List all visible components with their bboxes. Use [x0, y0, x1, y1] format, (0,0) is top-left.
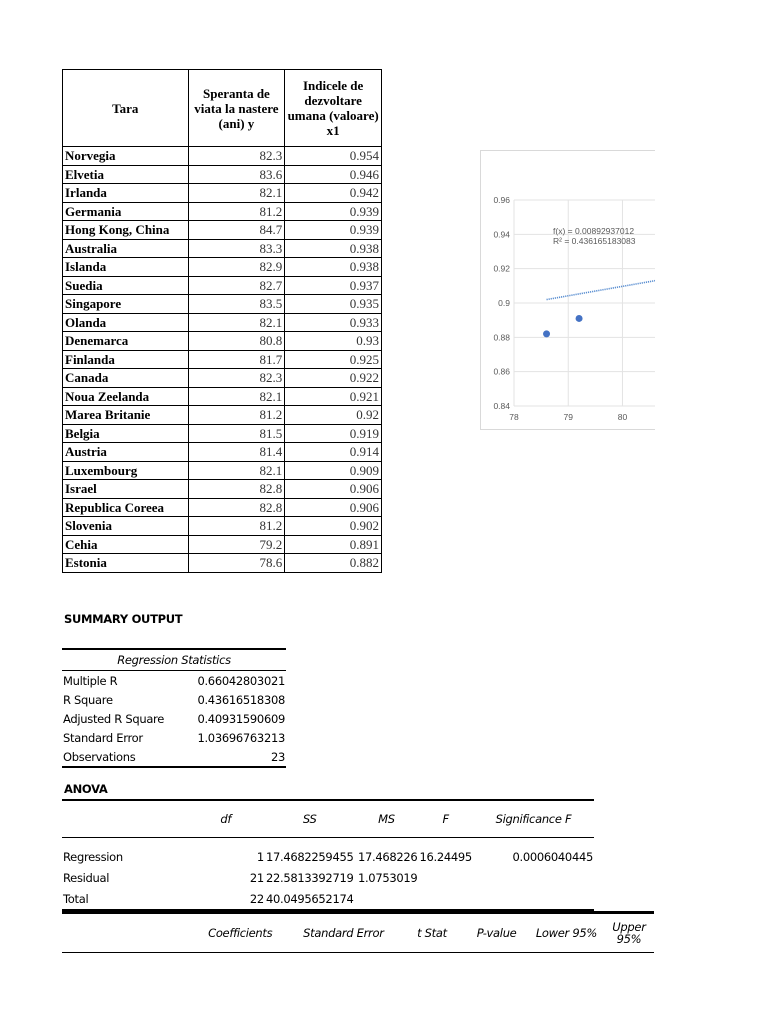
hdi-cell: 0.909 [285, 461, 382, 480]
stat-value: 1.03696763213 [197, 730, 285, 745]
country-cell: Noua Zeelanda [63, 387, 189, 406]
stat-value: 23 [182, 747, 286, 767]
anova-cell: 22.5813392719 [265, 870, 354, 885]
table-row [63, 424, 382, 443]
country-cell: Slovenia [63, 517, 189, 536]
anova-row-label: Regression [63, 849, 123, 864]
anova-header-cell [62, 800, 186, 838]
country-cell: Denemarca [63, 332, 189, 351]
country-cell: Germania [63, 202, 189, 221]
table-row [63, 480, 382, 499]
hdi-cell: 0.906 [285, 480, 382, 499]
stat-value: 0.66042803021 [197, 673, 285, 688]
table-row [63, 184, 382, 203]
table-row [63, 554, 382, 573]
table-row [62, 888, 594, 910]
life-expectancy-cell: 82.7 [188, 276, 285, 295]
anova-cell: 21 [249, 870, 264, 885]
hdi-cell: 0.933 [285, 313, 382, 332]
country-cell: Hong Kong, China [63, 221, 189, 240]
y-tick-label: 0.86 [493, 366, 510, 377]
stat-label: Adjusted R Square [63, 711, 165, 726]
country-cell: Olanda [63, 313, 189, 332]
coef-header-cell: t Stat [400, 913, 465, 953]
stat-value: 0.40931590609 [197, 711, 285, 726]
anova-cell: 1 [256, 849, 264, 864]
table-row [63, 258, 382, 277]
hdi-cell: 0.946 [285, 165, 382, 184]
stat-label: Standard Error [63, 730, 143, 745]
life-expectancy-cell: 81.2 [188, 406, 285, 425]
table-row [63, 295, 382, 314]
hdi-cell: 0.942 [285, 184, 382, 203]
country-cell: Austria [63, 443, 189, 462]
data-point [576, 315, 583, 322]
stat-value: 0.43616518308 [197, 692, 285, 707]
header-life-expectancy: Speranta de viata la nastere (ani) y [188, 70, 285, 147]
coef-header-cell: Upper 95% [604, 913, 654, 953]
anova-cell: 0.0006040445 [512, 849, 593, 864]
hdi-cell: 0.937 [285, 276, 382, 295]
anova-cell [473, 888, 594, 910]
anova-cell [418, 867, 472, 888]
y-tick-label: 0.9 [498, 298, 510, 308]
coefficients-table [62, 911, 654, 953]
y-tick-label: 0.92 [493, 263, 510, 274]
country-cell: Marea Britanie [63, 406, 189, 425]
anova-table [62, 799, 594, 911]
life-expectancy-cell: 82.8 [188, 498, 285, 517]
anova-cell [473, 867, 594, 888]
country-cell: Estonia [63, 554, 189, 573]
stat-label: Observations [62, 747, 182, 767]
anova-cell: 22 [186, 888, 264, 910]
country-cell: Australia [63, 239, 189, 258]
country-cell: Irlanda [63, 184, 189, 203]
regression-statistics-table [62, 648, 286, 768]
life-expectancy-cell: 82.1 [188, 387, 285, 406]
life-expectancy-cell: 82.1 [188, 184, 285, 203]
table-row [62, 747, 286, 767]
anova-header-cell: Significance F [473, 800, 594, 838]
anova-header-cell: F [418, 800, 472, 838]
life-expectancy-cell: 79.2 [188, 535, 285, 554]
life-expectancy-cell: 82.9 [188, 258, 285, 277]
table-row [63, 498, 382, 517]
table-row [63, 202, 382, 221]
hdi-cell: 0.882 [285, 554, 382, 573]
table-row [62, 671, 286, 691]
hdi-cell: 0.906 [285, 498, 382, 517]
country-cell: Singapore [63, 295, 189, 314]
country-cell: Islanda [63, 258, 189, 277]
hdi-cell: 0.921 [285, 387, 382, 406]
country-cell: Suedia [63, 276, 189, 295]
life-expectancy-cell: 84.7 [188, 221, 285, 240]
coef-header-cell: P-value [464, 913, 529, 953]
anova-cell: 40.0495652174 [265, 888, 355, 910]
life-expectancy-cell: 81.2 [188, 202, 285, 221]
hdi-cell: 0.93 [285, 332, 382, 351]
life-expectancy-cell: 78.6 [188, 554, 285, 573]
table-row [63, 332, 382, 351]
coef-header-cell [62, 913, 193, 953]
table-row [62, 709, 286, 728]
table-row [62, 846, 594, 867]
coef-header-cell: Standard Error [287, 913, 400, 953]
life-expectancy-cell: 81.4 [188, 443, 285, 462]
table-row [63, 406, 382, 425]
header-hdi: Indicele de dezvoltare umana (valoare) x1 [285, 70, 382, 147]
hdi-cell: 0.919 [285, 424, 382, 443]
anova-row-label: Total [62, 888, 186, 910]
table-row [62, 728, 286, 747]
life-expectancy-cell: 83.6 [188, 165, 285, 184]
table-row [63, 387, 382, 406]
x-tick-label: 79 [563, 412, 573, 422]
anova-cell: 17.468226 [357, 849, 418, 864]
life-expectancy-cell: 82.1 [188, 313, 285, 332]
hdi-cell: 0.914 [285, 443, 382, 462]
header-row [63, 70, 382, 147]
hdi-cell: 0.954 [285, 147, 382, 166]
y-tick-label: 0.84 [493, 401, 510, 411]
hdi-cell: 0.938 [285, 239, 382, 258]
y-tick-label: 0.88 [493, 332, 510, 343]
hdi-cell: 0.925 [285, 350, 382, 369]
life-expectancy-cell: 81.7 [188, 350, 285, 369]
hdi-cell: 0.92 [285, 406, 382, 425]
table-row [63, 313, 382, 332]
data-point [543, 330, 550, 337]
life-expectancy-cell: 82.3 [188, 147, 285, 166]
stat-label: R Square [63, 692, 113, 707]
x-tick-label: 80 [617, 412, 628, 422]
y-tick-label: 0.96 [493, 195, 510, 205]
coef-header-cell: Lower 95% [529, 913, 604, 953]
hdi-cell: 0.939 [285, 202, 382, 221]
country-cell: Finlanda [63, 350, 189, 369]
life-expectancy-cell: 83.3 [188, 239, 285, 258]
hdi-cell: 0.902 [285, 517, 382, 536]
country-cell: Belgia [63, 424, 189, 443]
life-expectancy-cell: 83.5 [188, 295, 285, 314]
r-squared-label: R² = 0.436165183083 [553, 236, 636, 246]
header-country: Tara [63, 70, 189, 147]
table-row [63, 147, 382, 166]
x-tick-label: 78 [509, 412, 519, 422]
hdi-cell: 0.935 [285, 295, 382, 314]
country-cell: Norvegia [63, 147, 189, 166]
country-cell: Luxembourg [63, 461, 189, 480]
anova-header-cell: SS [265, 800, 355, 838]
country-cell: Israel [63, 480, 189, 499]
table-row [63, 535, 382, 554]
y-tick-label: 0.94 [493, 229, 510, 240]
table-row [63, 165, 382, 184]
hdi-cell: 0.891 [285, 535, 382, 554]
table-row [63, 443, 382, 462]
data-table [62, 69, 382, 573]
table-row [63, 276, 382, 295]
anova-cell: 16.24495 [419, 849, 472, 864]
coef-header-cell: Coefficients [193, 913, 287, 953]
hdi-cell: 0.922 [285, 369, 382, 388]
life-expectancy-cell: 81.2 [188, 517, 285, 536]
country-cell: Cehia [63, 535, 189, 554]
table-row [63, 221, 382, 240]
country-cell: Republica Coreea [63, 498, 189, 517]
life-expectancy-cell: 81.5 [188, 424, 285, 443]
table-row [62, 867, 594, 888]
anova-header-cell: MS [355, 800, 419, 838]
scatter-chart [480, 150, 655, 430]
stat-label: Multiple R [63, 673, 118, 688]
table-row [63, 461, 382, 480]
table-row [62, 690, 286, 709]
hdi-cell: 0.938 [285, 258, 382, 277]
life-expectancy-cell: 82.1 [188, 461, 285, 480]
table-row [63, 239, 382, 258]
anova-cell [355, 888, 419, 910]
table-row [63, 369, 382, 388]
summary-title: SUMMARY OUTPUT [64, 612, 183, 626]
life-expectancy-cell: 82.8 [188, 480, 285, 499]
hdi-cell: 0.939 [285, 221, 382, 240]
anova-cell: 17.4682259455 [265, 849, 354, 864]
country-cell: Canada [63, 369, 189, 388]
anova-row-label: Residual [63, 870, 110, 885]
regression-statistics-header: Regression Statistics [62, 649, 286, 671]
life-expectancy-cell: 82.3 [188, 369, 285, 388]
trendline-equation: f(x) = 0.00892937012 [553, 226, 635, 236]
country-cell: Elvetia [63, 165, 189, 184]
data-body [63, 147, 382, 573]
table-row [63, 517, 382, 536]
life-expectancy-cell: 80.8 [188, 332, 285, 351]
anova-title: ANOVA [64, 782, 108, 796]
table-row [63, 350, 382, 369]
anova-cell [418, 888, 472, 910]
anova-header-cell: df [186, 800, 264, 838]
anova-cell: 1.0753019 [357, 870, 418, 885]
